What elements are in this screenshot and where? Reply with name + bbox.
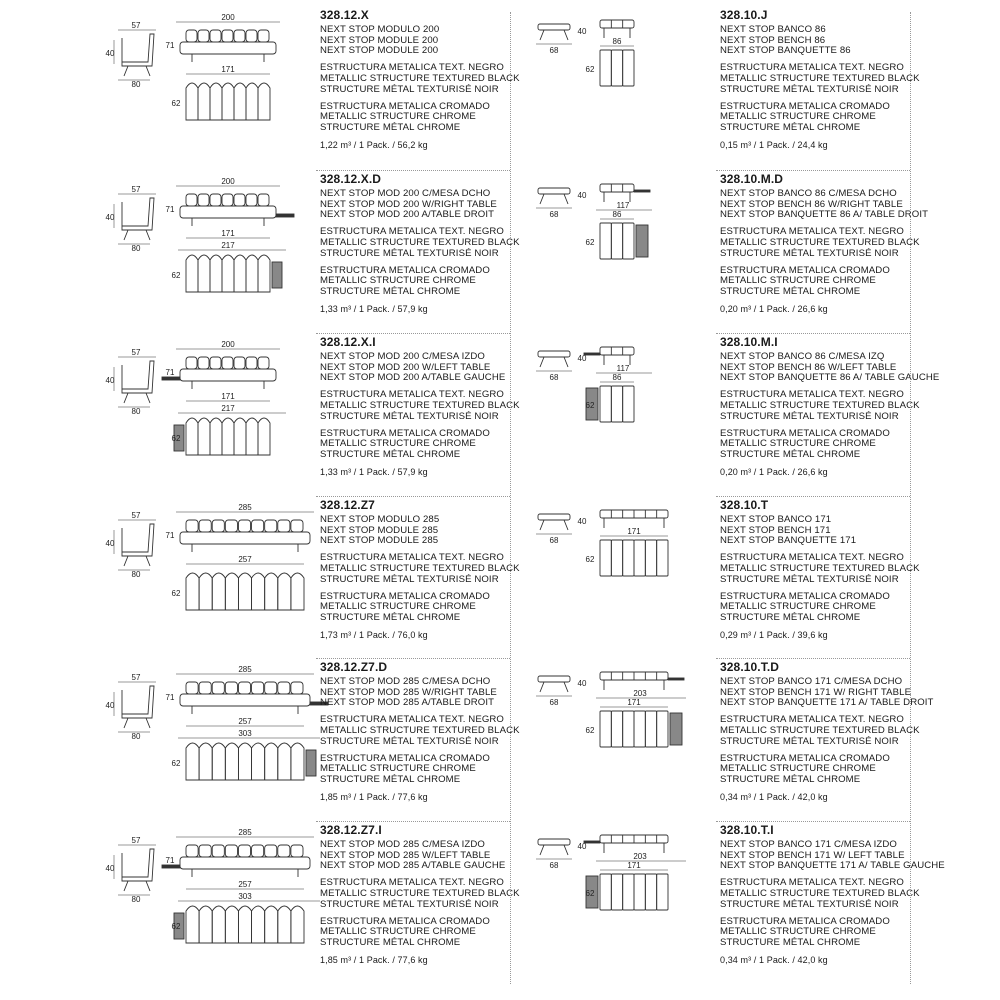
front-bench — [600, 184, 634, 192]
dimension-label: 57 — [131, 673, 141, 682]
plan-cushion — [634, 540, 645, 576]
dimension-label: 62 — [171, 99, 181, 108]
pack-info: 1,85 m³ / 1 Pack. / 77,6 kg — [320, 954, 428, 965]
dimension-label: 80 — [131, 80, 141, 89]
side-view-legs — [540, 682, 568, 692]
finish-chrome-line: METALLIC STRUCTURE CHROME — [320, 111, 476, 123]
product-name-line: NEXT STOP BANQUETTE 171 — [720, 535, 857, 547]
plan-cushion — [634, 874, 645, 910]
finish-chrome-line: ESTRUCTURA METALICA CROMADO — [320, 100, 490, 112]
dimension-label: 40 — [577, 354, 587, 363]
dimension-label: 200 — [221, 177, 235, 186]
pack-info: 0,20 m³ / 1 Pack. / 26,6 kg — [720, 303, 828, 314]
product-entry — [0, 500, 1000, 662]
finish-black-line: STRUCTURE MÉTAL TEXTURISÉ NOIR — [720, 247, 899, 259]
product-code: 328.12.Z7.D — [320, 660, 388, 674]
product-spec — [720, 10, 920, 151]
finish-black-line: STRUCTURE MÉTAL TEXTURISÉ NOIR — [320, 735, 499, 747]
product-name-line: NEXT STOP MOD 285 W/RIGHT TABLE — [320, 686, 497, 698]
front-bench — [600, 20, 634, 28]
finish-chrome-line: METALLIC STRUCTURE CHROME — [320, 926, 476, 938]
finish-black-line: ESTRUCTURA METALICA TEXT. NEGRO — [720, 389, 904, 401]
dimension-label: 217 — [221, 241, 235, 250]
finish-chrome-line: ESTRUCTURA METALICA CROMADO — [320, 590, 490, 602]
dimension-label: 117 — [616, 364, 630, 373]
dimension-label: 40 — [577, 517, 587, 526]
front-side-table — [668, 678, 684, 680]
finish-black-line: STRUCTURE MÉTAL TEXTURISÉ NOIR — [720, 735, 899, 747]
finish-black-line: ESTRUCTURA METALICA TEXT. NEGRO — [720, 714, 904, 726]
plan-cushion — [600, 711, 611, 747]
dimension-label: 62 — [585, 555, 595, 564]
finish-black-line: METALLIC STRUCTURE TEXTURED BLACK — [720, 399, 920, 411]
finish-chrome-line: ESTRUCTURA METALICA CROMADO — [720, 264, 890, 276]
finish-chrome-line: METALLIC STRUCTURE CHROME — [720, 763, 876, 775]
finish-chrome-line: STRUCTURE MÉTAL CHROME — [720, 449, 861, 461]
product-name-line: NEXT STOP BANCO 86 C/MESA IZQ — [720, 350, 885, 362]
product-name-line: NEXT STOP MOD 285 A/TABLE DROIT — [320, 697, 495, 709]
dimension-label: 303 — [238, 892, 252, 901]
finish-black-line: ESTRUCTURA METALICA TEXT. NEGRO — [320, 552, 504, 564]
plan-cushion — [600, 540, 611, 576]
dimension-label: 57 — [131, 348, 141, 357]
product-entry — [0, 662, 1000, 824]
dimension-label: 86 — [612, 37, 622, 46]
dimension-label: 80 — [131, 732, 141, 741]
product-spec — [720, 500, 920, 641]
finish-black-line: ESTRUCTURA METALICA TEXT. NEGRO — [320, 714, 504, 726]
dimension-label: 171 — [627, 698, 641, 707]
product-name-line: NEXT STOP MODULO 200 — [320, 23, 440, 35]
finish-chrome-line: ESTRUCTURA METALICA CROMADO — [720, 590, 890, 602]
product-names — [720, 189, 928, 221]
plan-cushion — [600, 386, 611, 422]
plan-cushion — [611, 874, 622, 910]
dimension-label: 62 — [171, 434, 181, 443]
finish-black-line: METALLIC STRUCTURE TEXTURED BLACK — [320, 724, 520, 736]
plan-cushion — [645, 711, 656, 747]
finish-chrome-line: METALLIC STRUCTURE CHROME — [720, 438, 876, 450]
finish-chrome — [720, 754, 934, 786]
side-view-bench — [538, 351, 570, 357]
dimension-label: 203 — [633, 852, 647, 861]
dimension-label: 257 — [238, 555, 252, 564]
plan-cushion — [611, 711, 622, 747]
divider-right-col — [910, 12, 911, 984]
dimension-label: 217 — [221, 404, 235, 413]
product-name-line: NEXT STOP MODULO 285 — [320, 513, 440, 525]
finish-black-line: METALLIC STRUCTURE TEXTURED BLACK — [720, 724, 920, 736]
product-name-line: NEXT STOP BANCO 171 C/MESA IZDO — [720, 838, 897, 850]
finish-black — [720, 715, 934, 747]
product-name-line: NEXT STOP MOD 200 A/TABLE DROIT — [320, 209, 495, 221]
row-divider — [716, 821, 910, 822]
side-view-bench — [538, 514, 570, 520]
finish-chrome-line: STRUCTURE MÉTAL CHROME — [720, 937, 861, 949]
pack-info: 0,34 m³ / 1 Pack. / 42,0 kg — [720, 791, 828, 802]
dimension-label: 71 — [165, 205, 175, 214]
dimension-label: 285 — [238, 828, 252, 837]
product-name-line: NEXT STOP MOD 200 W/LEFT TABLE — [320, 361, 491, 373]
finish-chrome-line: ESTRUCTURA METALICA CROMADO — [720, 752, 890, 764]
finish-chrome-line: STRUCTURE MÉTAL CHROME — [320, 286, 461, 298]
dimension-label: 40 — [105, 539, 115, 548]
pack-info: 0,20 m³ / 1 Pack. / 26,6 kg — [720, 466, 828, 477]
side-view-legs — [540, 520, 568, 530]
dimension-label: 86 — [612, 373, 622, 382]
dimension-label: 71 — [165, 368, 175, 377]
finish-black-line: STRUCTURE MÉTAL TEXTURISÉ NOIR — [320, 573, 499, 585]
product-name-line: NEXT STOP BANCO 171 C/MESA DCHO — [720, 675, 903, 687]
dimension-label: 257 — [238, 880, 252, 889]
dimension-label: 62 — [171, 922, 181, 931]
row-divider — [716, 658, 910, 659]
finish-chrome-line: STRUCTURE MÉTAL CHROME — [320, 937, 461, 949]
product-name-line: NEXT STOP MOD 285 W/LEFT TABLE — [320, 849, 491, 861]
dimension-label: 203 — [633, 689, 647, 698]
front-side-table — [634, 190, 650, 192]
product-name-line: NEXT STOP BANCO 86 — [720, 23, 826, 35]
dimension-label: 171 — [627, 861, 641, 870]
pack-info: 0,34 m³ / 1 Pack. / 42,0 kg — [720, 954, 828, 965]
pack-info: 1,85 m³ / 1 Pack. / 77,6 kg — [320, 791, 428, 802]
finish-black-line: STRUCTURE MÉTAL TEXTURISÉ NOIR — [720, 410, 899, 422]
product-name-line: NEXT STOP MOD 200 C/MESA IZDO — [320, 350, 485, 362]
side-view-legs — [540, 845, 568, 855]
product-code: 328.10.T.D — [720, 660, 780, 674]
dimension-label: 40 — [105, 701, 115, 710]
finish-black-line: METALLIC STRUCTURE TEXTURED BLACK — [320, 72, 520, 84]
product-name-line: NEXT STOP MOD 285 C/MESA IZDO — [320, 838, 485, 850]
plan-side-table — [670, 713, 682, 745]
dimension-label: 71 — [165, 41, 175, 50]
finish-black — [720, 227, 928, 259]
plan-cushion — [623, 386, 634, 422]
plan-side-table — [636, 225, 648, 257]
product-name-line: NEXT STOP BENCH 171 W/ RIGHT TABLE — [720, 686, 912, 698]
product-entry — [0, 337, 1000, 499]
finish-chrome-line: METALLIC STRUCTURE CHROME — [320, 275, 476, 287]
dimension-label: 303 — [238, 729, 252, 738]
product-name-line: NEXT STOP BANCO 171 — [720, 513, 832, 525]
finish-chrome — [720, 266, 928, 298]
finish-black-line: METALLIC STRUCTURE TEXTURED BLACK — [720, 72, 920, 84]
product-code: 328.10.J — [720, 8, 768, 22]
dimension-label: 40 — [105, 376, 115, 385]
plan-cushion — [657, 540, 668, 576]
side-view-bench — [538, 188, 570, 194]
dimension-label: 80 — [131, 407, 141, 416]
product-name-line: NEXT STOP MOD 200 W/RIGHT TABLE — [320, 198, 497, 210]
product-name-line: NEXT STOP MODULE 285 — [320, 535, 439, 547]
dimension-label: 171 — [221, 65, 235, 74]
finish-black-line: ESTRUCTURA METALICA TEXT. NEGRO — [720, 226, 904, 238]
finish-chrome-line: STRUCTURE MÉTAL CHROME — [720, 774, 861, 786]
finish-black-line: STRUCTURE MÉTAL TEXTURISÉ NOIR — [320, 410, 499, 422]
side-view-legs — [540, 30, 568, 40]
plan-cushion — [645, 540, 656, 576]
row-divider — [716, 333, 910, 334]
dimension-label: 71 — [165, 531, 175, 540]
dimension-label: 62 — [171, 271, 181, 280]
product-name-line: NEXT STOP MOD 200 C/MESA DCHO — [320, 187, 491, 199]
finish-chrome-line: STRUCTURE MÉTAL CHROME — [720, 286, 861, 298]
plan-cushion — [623, 874, 634, 910]
product-name-line: NEXT STOP BENCH 171 W/ LEFT TABLE — [720, 849, 905, 861]
dimension-label: 80 — [131, 570, 141, 579]
plan-cushion — [645, 874, 656, 910]
dimension-label: 57 — [131, 21, 141, 30]
dimension-label: 40 — [577, 27, 587, 36]
plan-cushion — [600, 874, 611, 910]
dimension-label: 62 — [171, 589, 181, 598]
plan-cushion — [657, 711, 668, 747]
dimension-label: 68 — [549, 46, 559, 55]
product-spec — [720, 825, 945, 966]
product-names — [720, 352, 939, 384]
product-spec — [720, 174, 928, 315]
dimension-label: 57 — [131, 836, 141, 845]
dimension-label: 40 — [577, 679, 587, 688]
plan-cushion — [600, 223, 611, 259]
row-divider — [716, 496, 910, 497]
finish-black-line: METALLIC STRUCTURE TEXTURED BLACK — [320, 399, 520, 411]
finish-chrome-line: METALLIC STRUCTURE CHROME — [720, 601, 876, 613]
product-name-line: NEXT STOP BENCH 171 — [720, 524, 831, 536]
finish-chrome-line: ESTRUCTURA METALICA CROMADO — [720, 427, 890, 439]
dimension-label: 285 — [238, 503, 252, 512]
product-names — [720, 677, 934, 709]
product-spec — [720, 337, 939, 478]
finish-black-line: STRUCTURE MÉTAL TEXTURISÉ NOIR — [320, 898, 499, 910]
side-view-bench — [538, 24, 570, 30]
plan-cushion — [623, 711, 634, 747]
dimension-label: 40 — [105, 213, 115, 222]
plan-cushion — [611, 223, 622, 259]
finish-black-line: STRUCTURE MÉTAL TEXTURISÉ NOIR — [720, 573, 899, 585]
finish-black-line: STRUCTURE MÉTAL TEXTURISÉ NOIR — [320, 83, 499, 95]
finish-black-line: ESTRUCTURA METALICA TEXT. NEGRO — [320, 62, 504, 74]
finish-chrome-line: METALLIC STRUCTURE CHROME — [320, 438, 476, 450]
dimension-label: 171 — [627, 527, 641, 536]
dimension-label: 117 — [616, 201, 630, 210]
finish-black-line: METALLIC STRUCTURE TEXTURED BLACK — [720, 887, 920, 899]
product-code: 328.10.T.I — [720, 823, 774, 837]
product-code: 328.12.X — [320, 8, 369, 22]
dimension-label: 257 — [238, 717, 252, 726]
finish-black-line: ESTRUCTURA METALICA TEXT. NEGRO — [720, 877, 904, 889]
product-name-line: NEXT STOP BANQUETTE 86 A/ TABLE GAUCHE — [720, 372, 940, 384]
dimension-label: 285 — [238, 665, 252, 674]
finish-black — [720, 390, 939, 422]
divider-left-col — [510, 12, 511, 984]
finish-chrome-line: ESTRUCTURA METALICA CROMADO — [320, 264, 490, 276]
finish-chrome-line: ESTRUCTURA METALICA CROMADO — [720, 915, 890, 927]
finish-chrome-line: STRUCTURE MÉTAL CHROME — [720, 612, 861, 624]
product-name-line: NEXT STOP MOD 200 A/TABLE GAUCHE — [320, 372, 506, 384]
finish-black-line: METALLIC STRUCTURE TEXTURED BLACK — [320, 562, 520, 574]
product-code: 328.10.M.I — [720, 335, 778, 349]
plan-cushion — [600, 50, 611, 86]
finish-chrome — [720, 429, 939, 461]
dimension-label: 200 — [221, 340, 235, 349]
product-code: 328.12.X.I — [320, 335, 376, 349]
product-name-line: NEXT STOP MODULE 200 — [320, 45, 439, 57]
product-name-line: NEXT STOP BANCO 86 C/MESA DCHO — [720, 187, 897, 199]
plan-cushion — [611, 50, 622, 86]
dimension-label: 40 — [105, 864, 115, 873]
dimension-label: 68 — [549, 210, 559, 219]
finish-chrome-line: STRUCTURE MÉTAL CHROME — [320, 774, 461, 786]
finish-chrome — [720, 102, 920, 134]
plan-cushion — [634, 711, 645, 747]
product-spec — [720, 662, 934, 803]
dimension-label: 200 — [221, 13, 235, 22]
plan-cushion — [623, 223, 634, 259]
product-names — [720, 515, 920, 547]
finish-black-line: STRUCTURE MÉTAL TEXTURISÉ NOIR — [320, 247, 499, 259]
row-divider — [716, 170, 910, 171]
dimension-label: 62 — [585, 65, 595, 74]
product-name-line: NEXT STOP BANQUETTE 86 A/ TABLE DROIT — [720, 209, 929, 221]
finish-chrome-line: STRUCTURE MÉTAL CHROME — [320, 449, 461, 461]
dimension-label: 68 — [549, 373, 559, 382]
product-name-line: NEXT STOP BENCH 86 — [720, 34, 826, 46]
product-code: 328.10.T — [720, 498, 769, 512]
plan-cushion — [611, 540, 622, 576]
dimension-label: 86 — [612, 210, 622, 219]
product-name-line: NEXT STOP BENCH 86 W/LEFT TABLE — [720, 361, 897, 373]
dimension-label: 80 — [131, 895, 141, 904]
pack-info: 1,33 m³ / 1 Pack. / 57,9 kg — [320, 303, 428, 314]
finish-chrome-line: ESTRUCTURA METALICA CROMADO — [320, 752, 490, 764]
finish-black-line: ESTRUCTURA METALICA TEXT. NEGRO — [320, 877, 504, 889]
product-code: 328.12.Z7.I — [320, 823, 382, 837]
dimension-label: 68 — [549, 698, 559, 707]
side-view-bench — [538, 676, 570, 682]
finish-chrome-line: METALLIC STRUCTURE CHROME — [320, 763, 476, 775]
dimension-label: 40 — [577, 842, 587, 851]
dimension-label: 68 — [549, 861, 559, 870]
product-name-line: NEXT STOP BENCH 86 W/RIGHT TABLE — [720, 198, 903, 210]
dimension-label: 62 — [585, 238, 595, 247]
finish-chrome-line: ESTRUCTURA METALICA CROMADO — [320, 427, 490, 439]
dimension-label: 62 — [585, 401, 595, 410]
finish-black — [720, 878, 945, 910]
product-name-line: NEXT STOP MODULE 285 — [320, 524, 439, 536]
pack-info: 1,73 m³ / 1 Pack. / 76,0 kg — [320, 629, 428, 640]
dimension-label: 62 — [585, 889, 595, 898]
finish-black-line: METALLIC STRUCTURE TEXTURED BLACK — [720, 236, 920, 248]
dimension-label: 171 — [221, 392, 235, 401]
finish-black-line: STRUCTURE MÉTAL TEXTURISÉ NOIR — [720, 898, 899, 910]
finish-black-line: STRUCTURE MÉTAL TEXTURISÉ NOIR — [720, 83, 899, 95]
finish-chrome-line: ESTRUCTURA METALICA CROMADO — [320, 915, 490, 927]
product-entry — [0, 10, 1000, 172]
front-bench — [600, 347, 634, 355]
product-name-line: NEXT STOP BANQUETTE 171 A/ TABLE DROIT — [720, 697, 934, 709]
pack-info: 1,22 m³ / 1 Pack. / 56,2 kg — [320, 139, 428, 150]
finish-black-line: ESTRUCTURA METALICA TEXT. NEGRO — [720, 62, 904, 74]
product-name-line: NEXT STOP BANQUETTE 86 — [720, 45, 851, 57]
product-name-line: NEXT STOP BANQUETTE 171 A/ TABLE GAUCHE — [720, 860, 945, 872]
dimension-label: 80 — [131, 244, 141, 253]
product-name-line: NEXT STOP MODULE 200 — [320, 34, 439, 46]
finish-chrome-line: METALLIC STRUCTURE CHROME — [720, 926, 876, 938]
plan-cushion — [611, 386, 622, 422]
dimension-label: 62 — [585, 726, 595, 735]
side-view-legs — [540, 194, 568, 204]
finish-chrome-line: STRUCTURE MÉTAL CHROME — [720, 122, 861, 134]
plan-cushion — [657, 874, 668, 910]
dimension-label: 68 — [549, 536, 559, 545]
dimension-label: 57 — [131, 185, 141, 194]
finish-black-line: METALLIC STRUCTURE TEXTURED BLACK — [320, 887, 520, 899]
finish-black-line: METALLIC STRUCTURE TEXTURED BLACK — [320, 236, 520, 248]
plan-cushion — [623, 50, 634, 86]
plan-cushion — [623, 540, 634, 576]
side-view-legs — [540, 357, 568, 367]
dimension-label: 71 — [165, 693, 175, 702]
dimension-label: 57 — [131, 511, 141, 520]
finish-black-line: ESTRUCTURA METALICA TEXT. NEGRO — [320, 389, 504, 401]
finish-chrome-line: METALLIC STRUCTURE CHROME — [320, 601, 476, 613]
dimension-label: 71 — [165, 856, 175, 865]
finish-chrome-line: METALLIC STRUCTURE CHROME — [720, 111, 876, 123]
finish-chrome — [720, 917, 945, 949]
product-names — [720, 840, 945, 872]
finish-chrome-line: STRUCTURE MÉTAL CHROME — [320, 122, 461, 134]
pack-info: 0,15 m³ / 1 Pack. / 24,4 kg — [720, 139, 828, 150]
product-names — [720, 25, 920, 57]
finish-black-line: ESTRUCTURA METALICA TEXT. NEGRO — [320, 226, 504, 238]
product-code: 328.10.M.D — [720, 172, 784, 186]
pack-info: 0,29 m³ / 1 Pack. / 39,6 kg — [720, 629, 828, 640]
finish-chrome-line: STRUCTURE MÉTAL CHROME — [320, 612, 461, 624]
side-view-bench — [538, 839, 570, 845]
product-name-line: NEXT STOP MOD 285 C/MESA DCHO — [320, 675, 491, 687]
finish-black — [720, 553, 920, 585]
finish-chrome — [720, 592, 920, 624]
dimension-label: 62 — [171, 759, 181, 768]
finish-chrome-line: METALLIC STRUCTURE CHROME — [720, 275, 876, 287]
finish-black — [720, 63, 920, 95]
product-code: 328.12.X.D — [320, 172, 382, 186]
product-entry — [0, 825, 1000, 987]
dimension-label: 40 — [577, 191, 587, 200]
finish-black-line: METALLIC STRUCTURE TEXTURED BLACK — [720, 562, 920, 574]
dimension-label: 171 — [221, 229, 235, 238]
finish-black-line: ESTRUCTURA METALICA TEXT. NEGRO — [720, 552, 904, 564]
product-entry — [0, 174, 1000, 336]
dimension-label: 40 — [105, 49, 115, 58]
finish-chrome-line: ESTRUCTURA METALICA CROMADO — [720, 100, 890, 112]
product-code: 328.12.Z7 — [320, 498, 375, 512]
product-name-line: NEXT STOP MOD 285 A/TABLE GAUCHE — [320, 860, 506, 872]
pack-info: 1,33 m³ / 1 Pack. / 57,9 kg — [320, 466, 428, 477]
